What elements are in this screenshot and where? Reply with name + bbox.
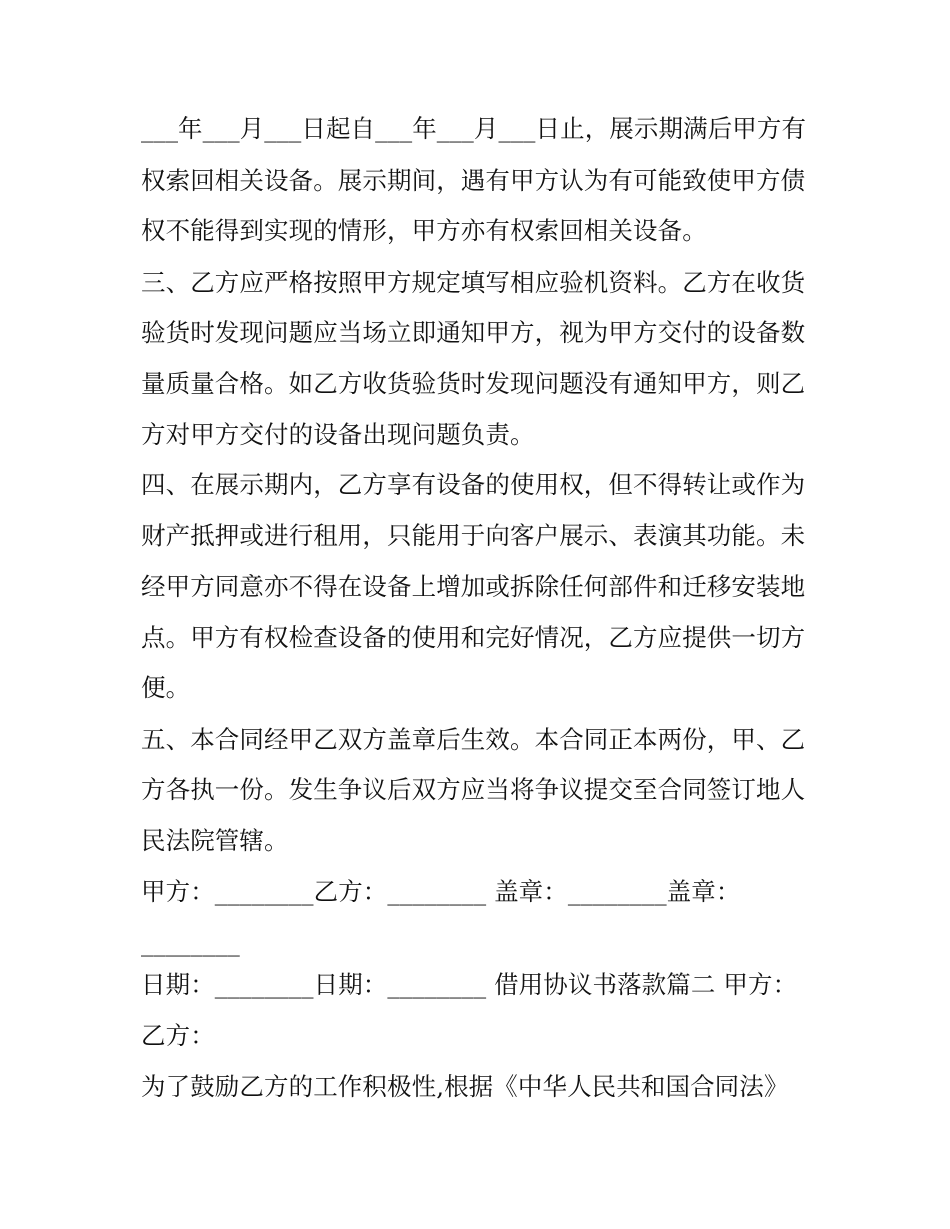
text-line: 三、乙方应严格按照甲方规定填写相应验机资料。乙方在收货 bbox=[141, 268, 806, 297]
text-line: 权索回相关设备。展示期间，遇有甲方认为有可能致使甲方债 bbox=[141, 166, 806, 195]
signature-line: 甲方：________乙方：________ 盖章：________盖章： bbox=[141, 877, 741, 906]
text-line: 四、在展示期内，乙方享有设备的使用权，但不得转让或作为 bbox=[141, 470, 806, 499]
text-line: ___年___月___日起自___年___月___日止，展示期满后甲方有 bbox=[141, 114, 807, 143]
text-line: 财产抵押或进行租用，只能用于向客户展示、表演其功能。未 bbox=[141, 521, 806, 550]
text-line: 民法院管辖。 bbox=[141, 826, 289, 855]
text-line: 方对甲方交付的设备出现问题负责。 bbox=[141, 420, 535, 449]
text-line: 为了鼓励乙方的工作积极性,根据《中华人民共和国合同法》 bbox=[141, 1072, 789, 1101]
date-line: 日期：________日期：________ 借用协议书落款篇二 甲方： bbox=[141, 970, 798, 999]
text-line: 乙方： bbox=[141, 1021, 215, 1050]
text-line: 便。 bbox=[141, 673, 191, 702]
text-line: 验货时发现问题应当场立即通知甲方，视为甲方交付的设备数 bbox=[141, 318, 806, 347]
text-line: 点。甲方有权检查设备的使用和完好情况，乙方应提供一切方 bbox=[141, 623, 806, 652]
text-line: 方各执一份。发生争议后双方应当将争议提交至合同签订地人 bbox=[141, 775, 806, 804]
signature-line: ________ bbox=[141, 928, 240, 957]
text-line: 权不能得到实现的情形，甲方亦有权索回相关设备。 bbox=[141, 216, 707, 245]
text-line: 五、本合同经甲乙双方盖章后生效。本合同正本两份，甲、乙 bbox=[141, 725, 806, 754]
text-line: 经甲方同意亦不得在设备上增加或拆除任何部件和迁移安装地 bbox=[141, 572, 806, 601]
text-line: 量质量合格。如乙方收货验货时发现问题没有通知甲方，则乙 bbox=[141, 369, 806, 398]
